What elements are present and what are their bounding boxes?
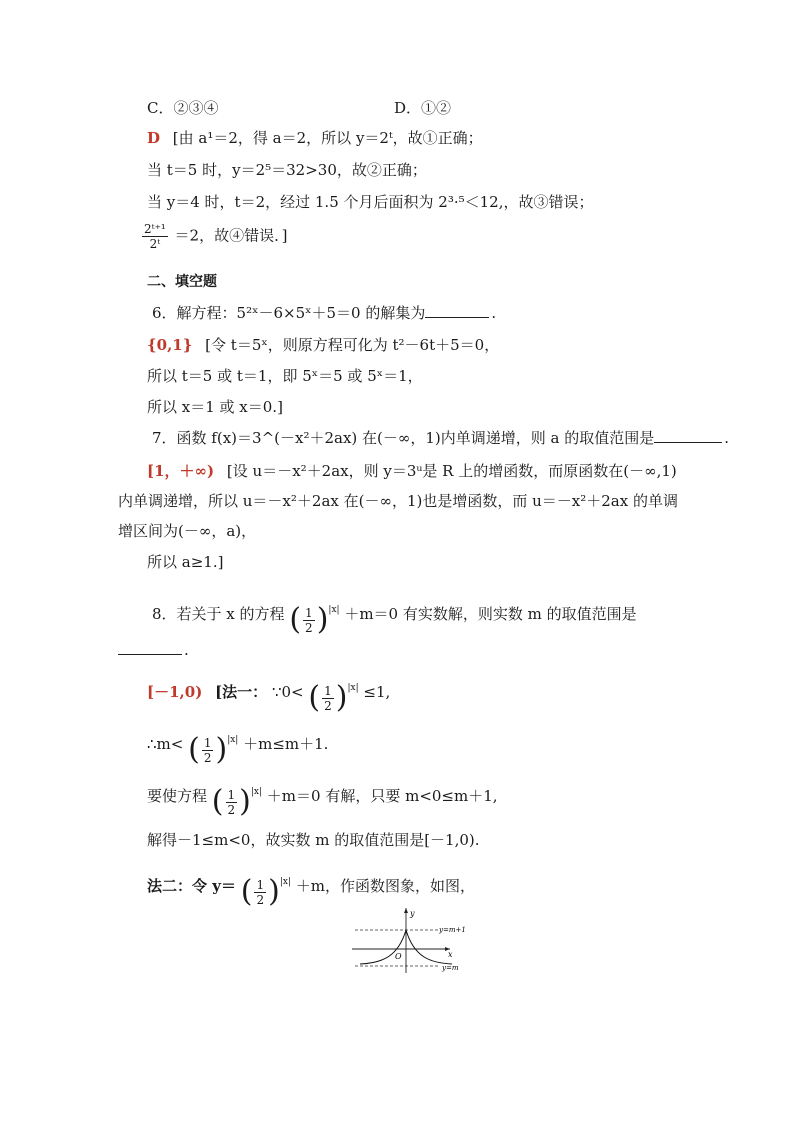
- q8-solution-line-2: [147, 724, 328, 766]
- q5-fraction: [142, 222, 168, 251]
- option-c: C．②③④: [147, 99, 219, 117]
- q8-m1-l1-pre: ∵0<: [271, 683, 304, 701]
- q5-solution-line-3: 当 y＝4 时，t＝2，经过 1.5 个月后面积为 2³·⁵＜12,，故③错误；: [147, 193, 594, 211]
- q6-solution-line-1: [147, 335, 499, 355]
- q5-frac-num: 2ᵗ⁺¹: [144, 222, 166, 236]
- q8-solution-line-4: 解得－1≤m<0，故实数 m 的取值范围是[－1,0).: [147, 831, 480, 849]
- q8-m1-half-1: ( $\frac{1}{2}$ )$^{|x|}$: [308, 680, 359, 715]
- q6-sol-text-1: [令 t＝5ˣ，则原方程可化为 t²－6t＋5＝0，: [205, 336, 500, 354]
- graph-lower-label: y=m: [442, 964, 459, 972]
- q8-answer: [－1,0): [147, 683, 203, 701]
- q8-solution-line-1: [147, 672, 390, 714]
- q7-solution-line-4: 所以 a≥1.]: [147, 553, 224, 571]
- frac-num: 1: [203, 735, 212, 750]
- q5-sol-text-4: ＝2，故④错误．]: [174, 226, 288, 245]
- frac-num: 1: [324, 683, 332, 698]
- q6-answer-blank: [425, 303, 489, 318]
- q7-solution-line-2: 内单调递增，所以 u＝－x²＋2ax 在(－∞，1)也是增函数，而 u＝－x²＋2ax 的单调: [118, 492, 678, 510]
- frac-den: 2: [227, 802, 236, 817]
- q7-question: 7．函数 f(x)＝3^(－x²＋2ax) 在(－∞，1)内单调递增，则 a 的取值范围是 .: [152, 429, 730, 447]
- q8-answer-blank: [118, 640, 182, 655]
- q8-method2-pre: 法二：令 y＝: [147, 877, 236, 895]
- q8-method2-post: ＋m，作函数图象，如图，: [295, 877, 475, 895]
- q6-solution-line-2: 所以 t＝5 或 t＝1，即 5ˣ＝5 或 5ˣ＝1，: [147, 367, 423, 385]
- graph-x-label: x: [448, 950, 453, 959]
- graph-origin-label: O: [395, 952, 402, 961]
- frac-den: 2: [203, 750, 212, 765]
- q8-m2-half: ( $\frac{1}{2}$ )$^{|x|}$: [240, 874, 291, 909]
- q8-m1-half-3: ( $\frac{1}{2}$ )$^{|x|}$: [211, 784, 263, 819]
- frac-num: 1: [227, 787, 236, 802]
- q6-solution-line-3: 所以 x＝1 或 x＝0.]: [147, 398, 283, 416]
- abs-x: |x|: [250, 787, 263, 797]
- q6-question-text: 6．解方程：5²ˣ－6×5ˣ＋5＝0 的解集为: [152, 304, 426, 322]
- q7-sol-text-1: [设 u＝－x²＋2ax，则 y＝3ᵘ是 R 上的增函数，而原函数在(－∞,1): [226, 462, 677, 480]
- q6-question: 6．解方程：5²ˣ－6×5ˣ＋5＝0 的解集为 .: [152, 304, 497, 322]
- q5-answer: D: [147, 129, 161, 147]
- q7-solution-line-1: [147, 461, 677, 481]
- option-d: D．①②: [394, 99, 452, 117]
- q7-answer: [1，＋∞): [147, 462, 215, 480]
- section-title: 二、填空题: [147, 274, 217, 290]
- q8-m1-l2-post: ＋m≤m＋1.: [243, 735, 329, 753]
- q5-frac-den: 2ᵗ: [149, 237, 161, 251]
- q8-m1-l3-post: ＋m＝0 有解，只要 m<0≤m＋1,: [266, 787, 498, 805]
- q8-method1-label: [法一：: [215, 683, 268, 701]
- q8-question-post: ＋m＝0 有实数解，则实数 m 的取值范围是: [344, 605, 637, 623]
- q8-answer-blank-line: .: [118, 640, 189, 660]
- q5-solution-line-2: 当 t＝5 时，y＝2⁵＝32>30，故②正确；: [147, 161, 427, 179]
- frac-num: 1: [256, 877, 265, 892]
- abs-x: |x|: [347, 683, 359, 693]
- frac-den: 2: [256, 892, 265, 907]
- function-graph: [350, 905, 480, 975]
- q5-solution-line-4: [140, 222, 287, 251]
- q8-half-den: 2: [305, 620, 313, 635]
- q6-answer: {0,1}: [147, 336, 193, 354]
- frac-den: 2: [324, 698, 332, 713]
- q7-answer-blank: [654, 428, 722, 443]
- q8-method2-line: [147, 866, 475, 908]
- graph-y-label: y: [410, 909, 415, 918]
- q7-solution-line-3: 增区间为(－∞，a)，: [118, 522, 257, 540]
- q8-solution-line-3: [147, 776, 498, 818]
- graph-upper-label: y=m+1: [439, 926, 466, 934]
- q8-question-pre: 8．若关于 x 的方程: [152, 605, 285, 623]
- q8-question: [152, 594, 637, 636]
- q8-m1-l1-post: ≤1,: [363, 683, 391, 701]
- q8-m1-l3-pre: 要使方程: [147, 787, 208, 805]
- abs-x: |x|: [227, 735, 239, 745]
- q8-m1-half-2: ( $\frac{1}{2}$ )$^{|x|}$: [188, 732, 239, 767]
- q7-question-text: 7．函数 f(x)＝3^(－x²＋2ax) 在(－∞，1)内单调递增，则 a 的取值范围是: [152, 429, 655, 447]
- q8-m1-l2-pre: ∴m<: [147, 735, 184, 753]
- q5-solution-line-1: [147, 128, 483, 148]
- q8-abs-x: |x|: [328, 605, 340, 615]
- abs-x: |x|: [279, 877, 291, 887]
- y-axis-arrow: [404, 908, 408, 913]
- q8-half-power: ( $\frac{1}{2}$ )$^{|x|}$: [289, 602, 340, 637]
- q5-sol-text-1: [由 a¹＝2，得 a＝2，所以 y＝2ᵗ，故①正确；: [172, 129, 483, 147]
- q8-half-num: 1: [305, 605, 313, 620]
